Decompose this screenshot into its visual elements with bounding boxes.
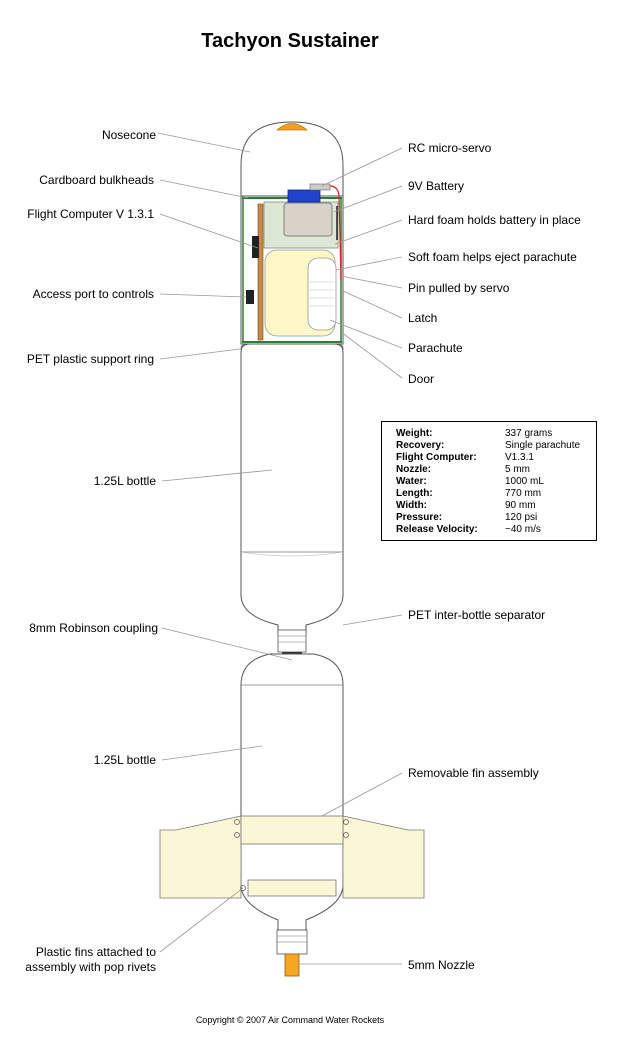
battery-body: [284, 203, 332, 236]
copyright-notice: Copyright © 2007 Air Command Water Rockets: [195, 1015, 385, 1025]
spec-key: Width:: [396, 500, 428, 511]
label-fins-line2: assembly with pop rivets: [25, 960, 156, 974]
spec-value: 5 mm: [505, 464, 530, 475]
spec-key: Water:: [396, 476, 427, 487]
spec-value: 770 mm: [505, 488, 542, 499]
spec-value: 120 psi: [505, 512, 538, 523]
spec-value: V1.3.1: [505, 452, 534, 463]
label-nosecone: Nosecone: [101, 128, 156, 142]
servo-body: [288, 190, 320, 202]
label-latch: Latch: [408, 311, 438, 325]
fin-right: [343, 816, 424, 898]
label-soft-foam: Soft foam helps eject parachute: [408, 250, 577, 264]
label-pet-support-ring: PET plastic support ring: [26, 352, 154, 366]
access-port: [246, 290, 254, 304]
label-fins-line1: Plastic fins attached to: [35, 945, 156, 959]
label-robinson-coupling: 8mm Robinson coupling: [29, 621, 158, 635]
soft-foam: [308, 258, 336, 330]
spec-value: 337 grams: [505, 428, 553, 439]
nozzle: [285, 954, 299, 976]
flight-computer-board: [258, 204, 263, 340]
fin-collar: [241, 816, 343, 844]
spec-key: Release Velocity:: [396, 524, 478, 535]
label-flight-computer: Flight Computer V 1.3.1: [27, 207, 154, 221]
fin-left: [160, 816, 241, 898]
spec-key: Recovery:: [396, 440, 445, 451]
spec-value: 90 mm: [505, 500, 536, 511]
spec-value: Single parachute: [505, 440, 581, 451]
label-access-port: Access port to controls: [32, 287, 154, 301]
spec-key: Nozzle:: [396, 464, 431, 475]
spec-table: [381, 421, 597, 541]
spec-key: Weight:: [396, 428, 433, 439]
label-battery: 9V Battery: [408, 179, 465, 193]
label-separator: PET inter-bottle separator: [408, 608, 546, 622]
label-rc-servo: RC micro-servo: [408, 141, 492, 155]
fin-collar-lower: [248, 880, 336, 896]
spec-key: Flight Computer:: [396, 452, 477, 463]
label-bottle-upper: 1.25L bottle: [93, 474, 156, 488]
upper-bottle: [241, 344, 343, 635]
robinson-coupling: [278, 630, 306, 652]
spec-value: ~40 m/s: [505, 524, 541, 535]
label-door: Door: [408, 372, 435, 386]
label-cardboard-bulkheads: Cardboard bulkheads: [39, 173, 154, 187]
servo-arm: [310, 184, 330, 190]
diagram-title: Tachyon Sustainer: [201, 30, 379, 52]
label-nozzle: 5mm Nozzle: [408, 958, 475, 972]
label-parachute: Parachute: [408, 341, 463, 355]
spec-key: Pressure:: [396, 512, 443, 523]
spec-value: 1000 mL: [505, 476, 544, 487]
label-fin-assembly: Removable fin assembly: [408, 766, 539, 780]
spec-key: Length:: [396, 488, 433, 499]
nosecone-tip: [277, 124, 307, 131]
label-pin: Pin pulled by servo: [408, 281, 510, 295]
label-hard-foam: Hard foam holds battery in place: [408, 213, 581, 227]
label-bottle-lower: 1.25L bottle: [93, 753, 156, 767]
